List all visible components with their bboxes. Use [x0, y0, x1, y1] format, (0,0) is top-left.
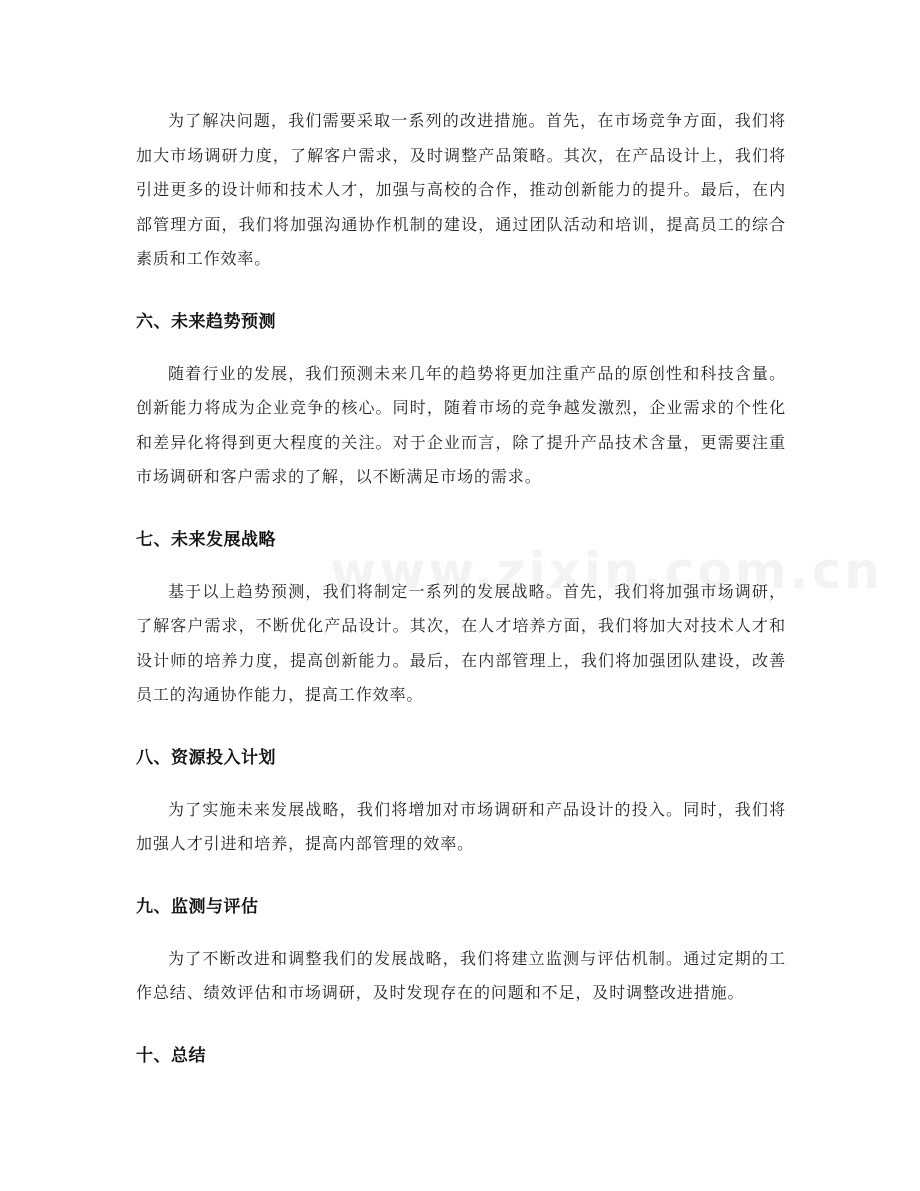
paragraph-future-trends: 随着行业的发展，我们预测未来几年的趋势将更加注重产品的原创性和科技含量。创新能力将成为企业竞争的核心。同时，随着市场的竞争越发激烈，企业需求的个性化和差异化将得到更大程度的关注。对于企业而言，除了提升产品技术含量，更需要注重市场调研和客户需求的了解，以不断满足市场的需求。: [136, 363, 786, 486]
heading-summary: 十、总结: [136, 1045, 206, 1066]
document-body: [136, 104, 786, 1073]
paragraph-resource-plan: 为了实施未来发展战略，我们将增加对市场调研和产品设计的投入。同时，我们将加强人才引进和培养，提高内部管理的效率。: [136, 799, 786, 853]
heading-resource-plan: 八、资源投入计划: [136, 747, 276, 768]
paragraph-monitoring-evaluation: 为了不断改进和调整我们的发展战略，我们将建立监测与评估机制。通过定期的工作总结、绩效评估和市场调研，及时发现存在的问题和不足，及时调整改进措施。: [136, 948, 786, 1002]
heading-monitoring-evaluation: 九、监测与评估: [136, 896, 259, 917]
heading-development-strategy: 七、未来发展战略: [136, 529, 276, 550]
paragraph-intro: 为了解决问题，我们需要采取一系列的改进措施。首先，在市场竞争方面，我们将加大市场调研力度，了解客户需求，及时调整产品策略。其次，在产品设计上，我们将引进更多的设计师和技术人才，加强与高校的合作，推动创新能力的提升。最后，在内部管理方面，我们将加强沟通协作机制的建设，通过团队活动和培训，提高员工的综合素质和工作效率。: [136, 111, 786, 268]
heading-future-trends: 六、未来趋势预测: [136, 311, 276, 332]
paragraph-development-strategy: 基于以上趋势预测，我们将制定一系列的发展战略。首先，我们将加强市场调研，了解客户需求，不断优化产品设计。其次，在人才培养方面，我们将加大对技术人才和设计师的培养力度，提高创新能力。最后，在内部管理上，我们将加强团队建设，改善员工的沟通协作能力，提高工作效率。: [136, 581, 786, 704]
